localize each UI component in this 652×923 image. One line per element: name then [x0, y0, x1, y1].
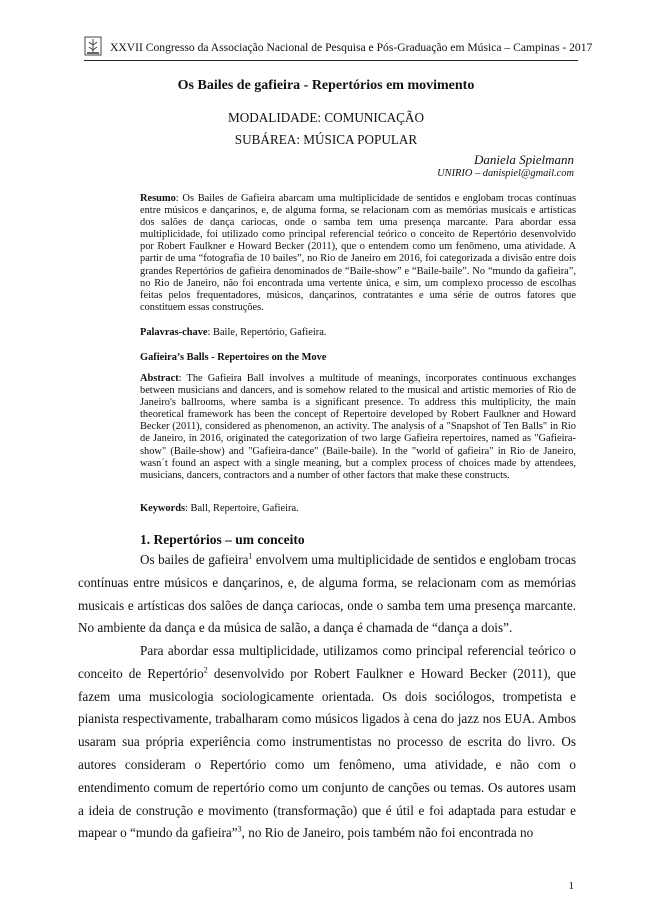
conference-header	[84, 36, 593, 58]
palavras-chave-text: : Baile, Repertório, Gafieira.	[207, 327, 327, 338]
body-paragraph-1	[78, 549, 576, 640]
resumo-block	[140, 193, 576, 314]
body-paragraph-2	[78, 640, 576, 845]
abstract-text: : The Gafieira Ball involves a multitude of meanings, incorporates continuous exchanges between musicians and dancers, and is somehow related to the musical and artistic memories of Rio de Janeiro's ballrooms, where samba is a significant presence. To address this multiplicity, the main theoretical framework has been the concept of Repertoire developed by Robert Faulkner and Howard Becker (2011), considered as phenomenon, an activity. The analysis of a "Snapshot of Ten Balls" in Rio de Janeiro, in 2016, originated the categorization of two large Gafieira repertoires, named as "Gafieira-show" (Baile-show) and "Gafieira-dance" (Baile-baile). In the "world of gafieira" in Rio de Janeiro, wasn´t found an aspect with a single meaning, but a complex process of choices made by attendees, musicians, dancers, contractors and a number of other factors that make these constructs.	[140, 373, 576, 481]
keywords-label: Keywords	[140, 503, 186, 514]
resumo-text: : Os Bailes de Gafieira abarcam uma multiplicidade de sentidos e englobam trocas contínuas entre músicos e dançarinos, e, de alguma forma, se relacionam com as memórias musicais e artísticas dos salões de dança cariocas, onde o samba tem uma presença marcante. Para abordar essa multiplicidade, foi utilizado como principal referencial teórico o conceito de Repertório desenvolvido por Robert Faulkner e Howard Becker (2011), que o entendem como um fenômeno, uma atividade. A partir de uma “fotografia de 10 bailes”, no Rio de Janeiro em 2016, foi categorizada a divisão entre dois grandes Repertórios de gafieira denominados de “Baile-show” e “Baile-baile”. No “mundo da gafieira”, no Rio de Janeiro, não foi encontrada uma vertente única, e sim, um complexo processo de escolhas feitas pelos frequentadores, músicos, dançarinos, contratantes e uma série de outros fatores que constituem essas construções.	[140, 193, 576, 313]
p2-middle: desenvolvido por Robert Faulkner e Howard Becker (2011), que fazem uma musicologia sociologicamente orientada. Os dois sociólogos, trompetista e pianista respectivamente, trabalharam como músicos ligados à cena do jazz nos EUA. Ambos usaram sua própria experiência como instrumentistas no processo de escrita do livro. Os autores consideram o Repertório como um fenômeno, uma atividade, e não com o entendimento comum de repertório como um conjunto de canções ou temas. Os autores usam a ideia de construção e movimento (transformação) que é útil e foi adaptada para estudar e mapear o “mundo da gafieira”	[78, 665, 576, 841]
modalidade-line: MODALIDADE: COMUNICAÇÃO	[228, 110, 424, 125]
p1-rest: envolvem uma multiplicidade de sentidos e englobam trocas contínuas entre músicos e dançarinos, e, de alguma forma, se relacionam com as memórias musicais e artísticas dos salões de dança cariocas, onde o samba tem uma presença marcante. No ambiente da dança e da música de salão, a dança é chamada de “dança a dois”.	[78, 552, 576, 636]
p1-start: Os bailes de gafieira	[140, 552, 249, 567]
header-text: XXVII Congresso da Associação Nacional de Pesquisa e Pós-Graduação em Música – Campinas - 2017	[110, 41, 593, 54]
page-number: 1	[568, 880, 574, 892]
subarea-line: SUBÁREA: MÚSICA POPULAR	[234, 132, 418, 147]
p2-start: Para abordar essa multiplicidade, utilizamos como principal referencial teórico o conceito de Repertório	[78, 643, 576, 681]
keywords	[140, 503, 576, 515]
keywords-text: : Ball, Repertoire, Gafieira.	[185, 503, 299, 514]
english-title: Gafieira’s Balls - Repertoires on the Move	[140, 352, 327, 363]
abstract-block	[140, 373, 576, 482]
header-divider	[84, 60, 578, 61]
palavras-chave-label: Palavras-chave	[140, 327, 208, 338]
author-name: Daniela Spielmann	[473, 152, 574, 167]
palavras-chave	[140, 327, 576, 339]
footnote-ref-3[interactable]: 3	[237, 824, 242, 834]
footnote-ref-2[interactable]: 2	[203, 665, 208, 675]
conference-logo-icon	[84, 36, 102, 56]
abstract-label: Abstract	[140, 373, 179, 384]
p2-end: , no Rio de Janeiro, pois também não foi encontrada no	[241, 825, 534, 841]
paper-title: Os Bailes de gafieira - Repertórios em movimento	[177, 78, 475, 93]
author-affiliation: UNIRIO – danispiel@gmail.com	[437, 168, 574, 179]
section-title: 1. Repertórios – um conceito	[140, 532, 305, 547]
footnote-ref-1[interactable]: 1	[248, 551, 253, 561]
resumo-label: Resumo	[140, 193, 176, 204]
